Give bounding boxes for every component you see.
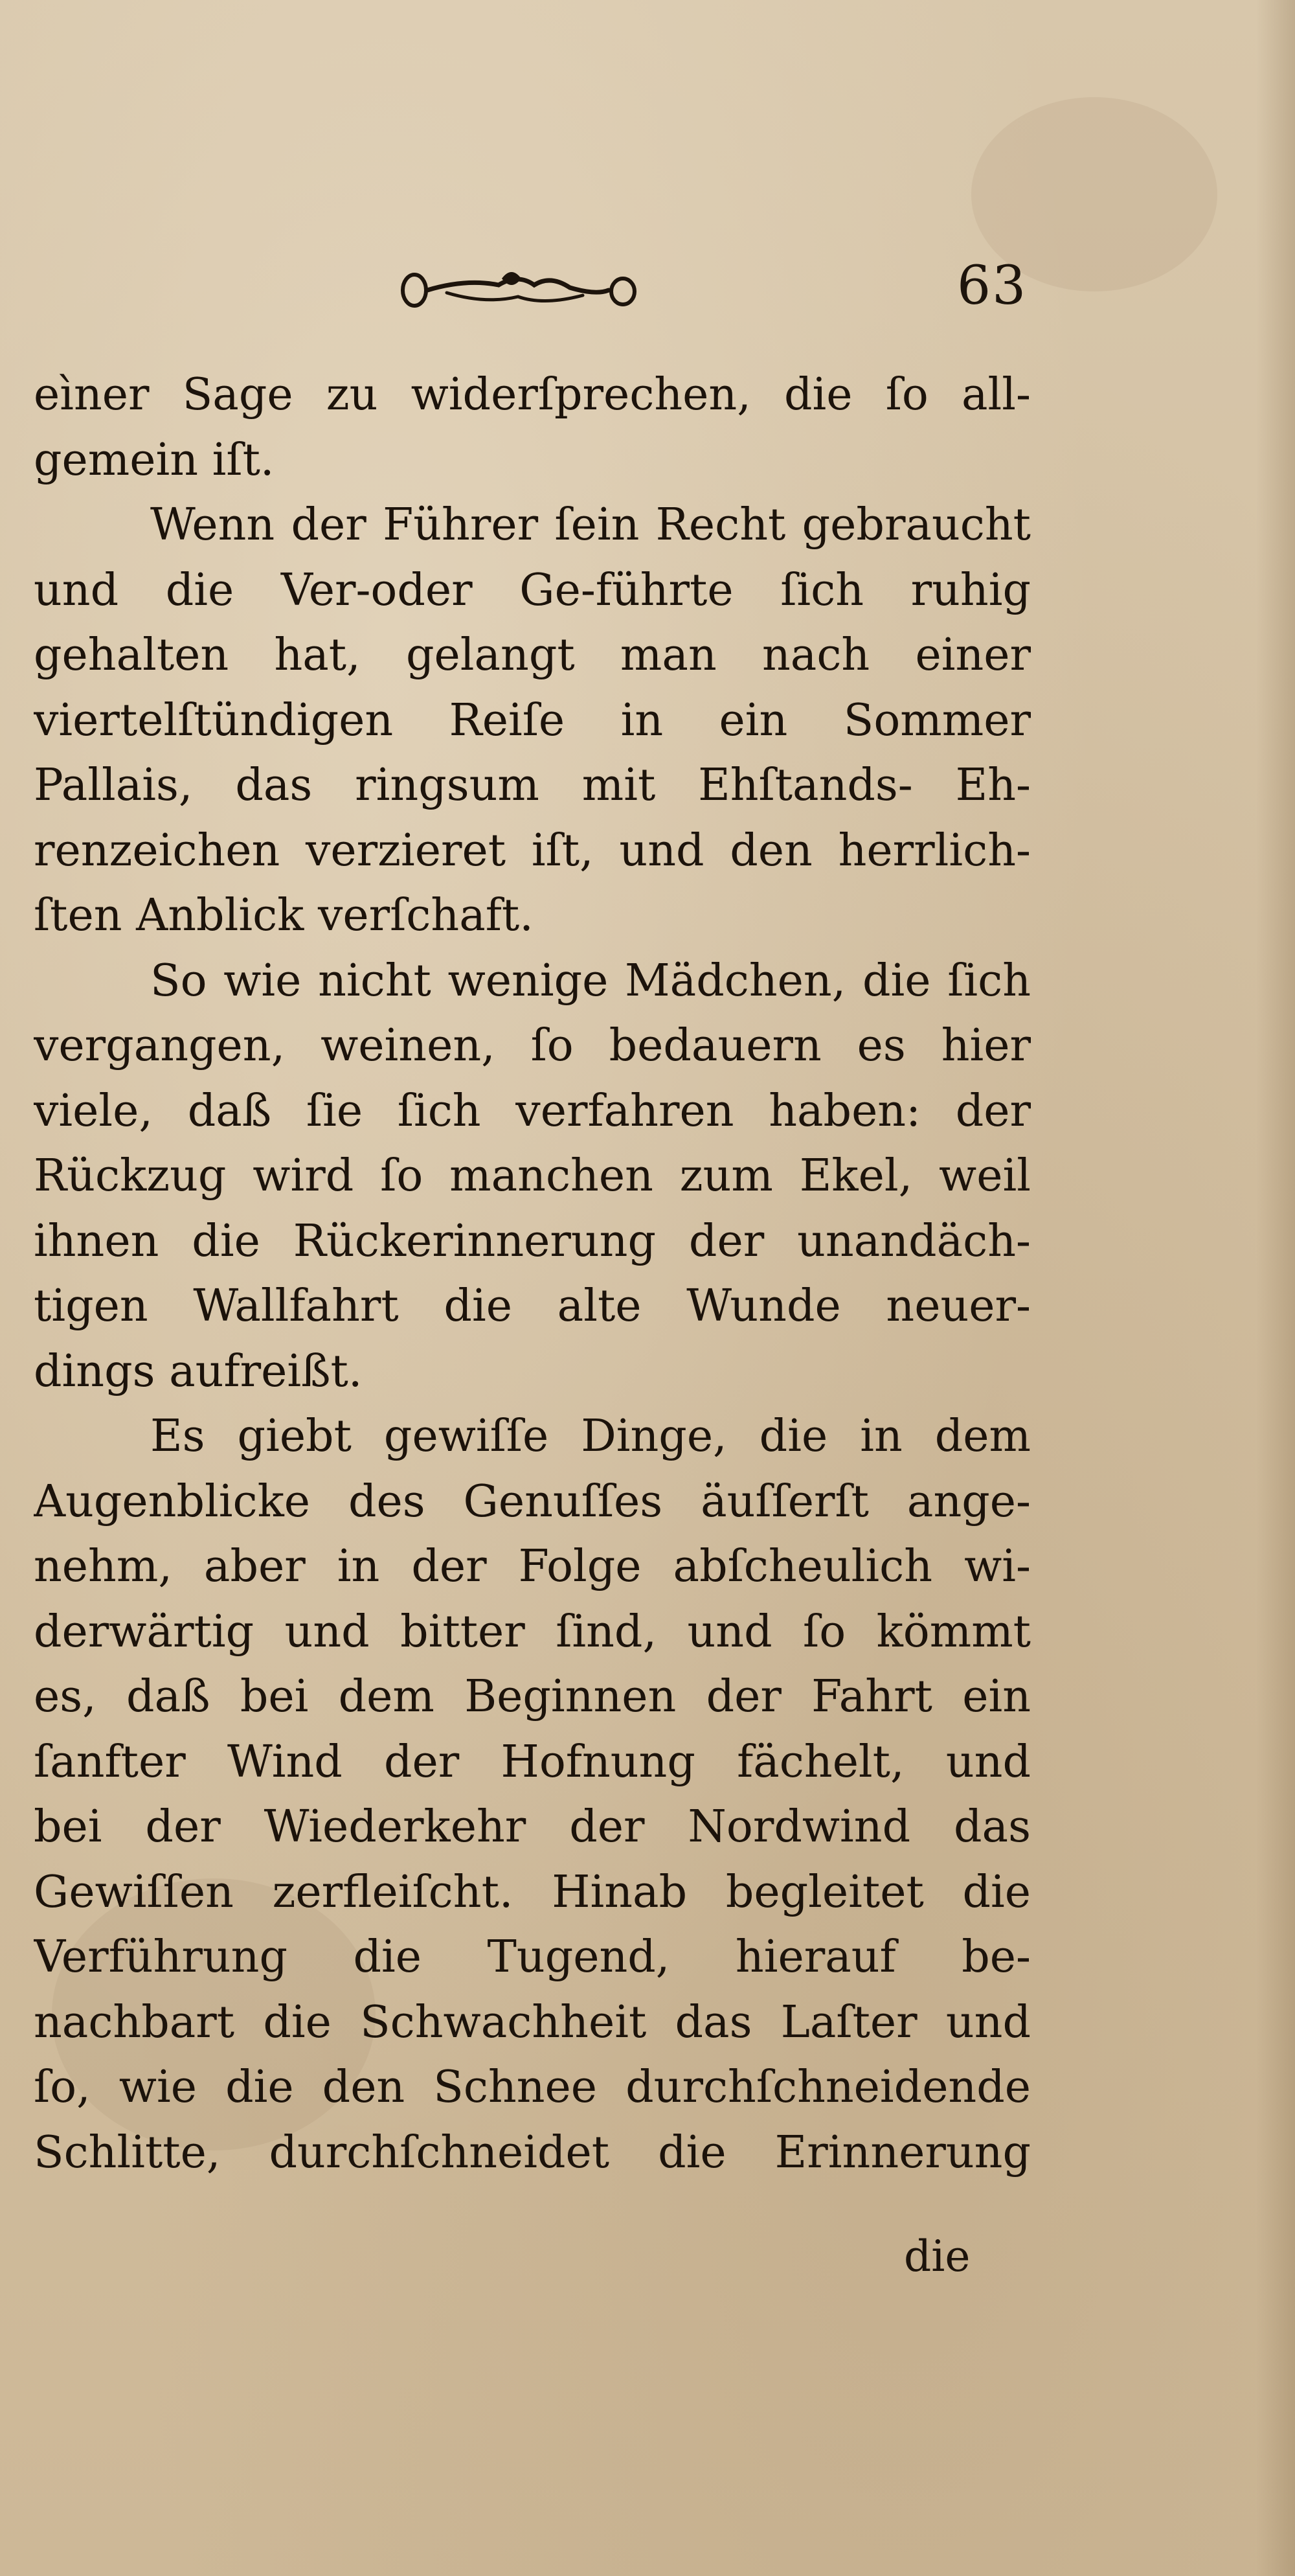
body-text <box>34 363 1031 2185</box>
text-line: nachbart die Schwachheit das Laſter und <box>34 1996 1031 2048</box>
paragraph <box>34 1404 1031 2185</box>
catchword: die <box>904 2231 971 2281</box>
text-line: eìner Sage zu widerſprechen, die ſo all- <box>34 369 1031 420</box>
text-line: und die Ver-oder Ge-führte ſich ruhig <box>34 564 1031 616</box>
text-line: dings aufreißt. <box>34 1345 363 1397</box>
text-line: ſo, wie die den Schnee durchſchneidende <box>34 2062 1031 2113</box>
page-number: 63 <box>957 255 1028 317</box>
text-line: renzeichen verzieret iſt, und den herrlich- <box>34 825 1031 876</box>
text-line: Es giebt gewiſſe Dinge, die in dem <box>150 1411 1031 1462</box>
text-line: nehm, aber in der Folge abſcheulich wi- <box>34 1541 1031 1592</box>
running-head <box>0 253 1295 324</box>
text-line: ihnen die Rückerinnerung der unandäch- <box>34 1215 1031 1267</box>
text-line: Rückzug wird ſo manchen zum Ekel, weil <box>34 1150 1031 1202</box>
text-line: viertelſtündigen Reiſe in ein Sommer <box>34 694 1031 746</box>
printer-ornament-icon <box>388 259 648 317</box>
text-line: Pallais, das ringsum mit Ehſtands- Eh- <box>34 760 1031 811</box>
text-line: gehalten hat, gelangt man nach einer <box>34 630 1031 681</box>
text-line: gemein iſt. <box>34 434 275 486</box>
text-line: bei der Wiederkehr der Nordwind das <box>34 1801 1031 1852</box>
text-line: So wie nicht wenige Mädchen, die ſich <box>150 955 1031 1007</box>
text-line: ſten Anblick verſchaft. <box>34 890 534 941</box>
text-line: Augenblicke des Genuſſes äuſſerſt ange- <box>34 1476 1031 1527</box>
paragraph <box>34 949 1031 1405</box>
text-line: viele, daß ſie ſich verfahren haben: der <box>34 1085 1031 1137</box>
text-line: Wenn der Führer ſein Recht gebraucht <box>150 499 1031 551</box>
text-line: derwärtig und bitter ſind, und ſo kömmt <box>34 1606 1031 1658</box>
text-line: Gewiſſen zerfleiſcht. Hinab begleitet die <box>34 1866 1031 1918</box>
page-edge-shadow <box>1256 0 1295 2576</box>
text-line: vergangen, weinen, ſo bedauern es hier <box>34 1020 1031 1071</box>
text-line: ſanfter Wind der Hofnung fächelt, und <box>34 1736 1031 1788</box>
text-line: es, daß bei dem Beginnen der Fahrt ein <box>34 1671 1031 1722</box>
text-line: tigen Wallfahrt die alte Wunde neuer- <box>34 1281 1031 1332</box>
text-line: Schlitte, durchſchneidet die Erinnerung <box>34 2126 1031 2178</box>
paragraph <box>34 363 1031 493</box>
paragraph <box>34 493 1031 949</box>
text-line: Verführung die Tugend, hierauf be- <box>34 1932 1031 1983</box>
